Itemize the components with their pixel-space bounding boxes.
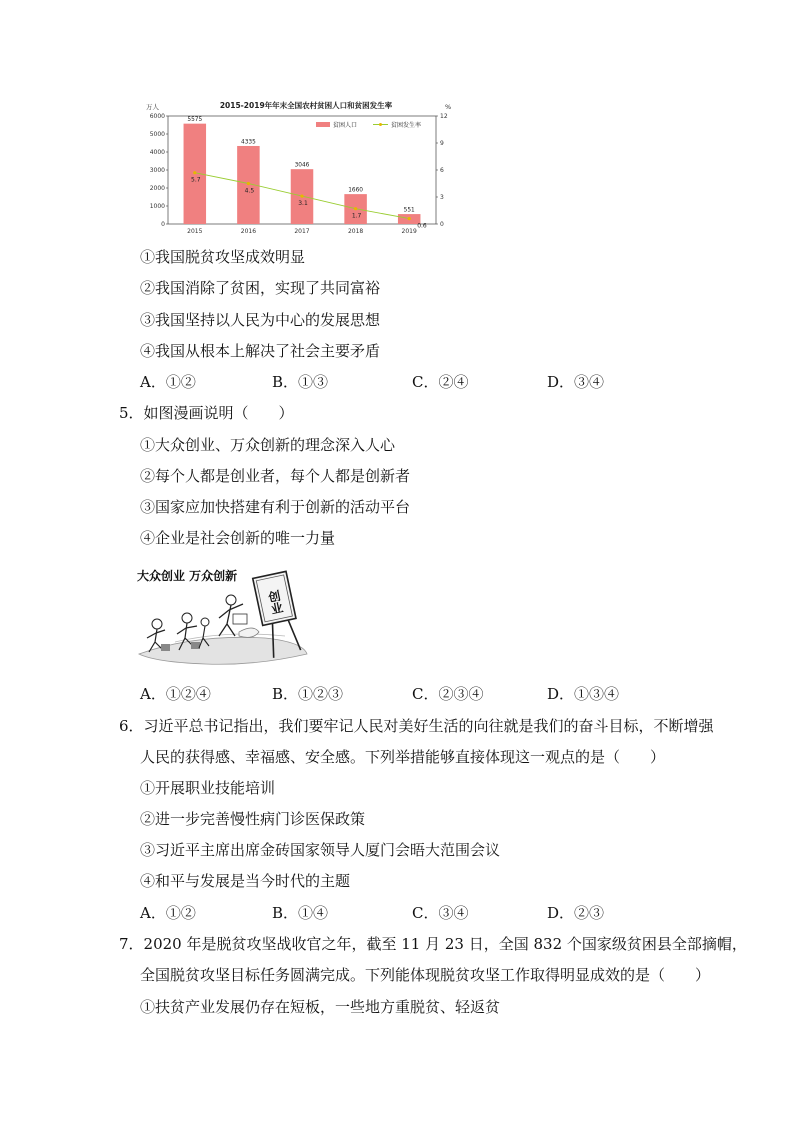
y-right-tick-label: 6 — [440, 167, 444, 174]
legend-swatch-bar — [316, 122, 330, 127]
x-tick-label: 2016 — [240, 228, 257, 235]
cartoon-sign-text: 创业 — [265, 589, 285, 616]
bar-data-label: 3046 — [294, 162, 310, 169]
rate-point-2019 — [408, 217, 411, 220]
rate-data-label: 3.1 — [298, 200, 308, 208]
y-right-tick-label: 3 — [440, 194, 444, 201]
x-tick-label: 2018 — [347, 228, 364, 235]
q6-choices — [140, 903, 680, 923]
q6-stem-line-1: 6．习近平总书记指出，我们要牢记人民对美好生活的向往就是我们的奋斗目标，不断增强 — [119, 717, 714, 735]
q6-option-1: ①开展职业技能培训 — [140, 779, 276, 797]
y-left-tick-label: 3000 — [149, 167, 165, 174]
rate-point-2016 — [247, 182, 250, 185]
q5-option-2: ②每个人都是创业者，每个人都是创新者 — [140, 467, 411, 485]
q5-choices — [140, 684, 680, 704]
q7-stem-line-2: 全国脱贫攻坚目标任务圆满完成。下列能体现脱贫攻坚工作取得明显成效的是（ ） — [140, 966, 711, 984]
legend-swatch-dot — [379, 123, 382, 126]
y-left-unit-label: 万人 — [146, 103, 159, 111]
q5-choice-c[interactable]: C．②③④ — [412, 685, 484, 703]
q4-choice-b[interactable]: B．①③ — [272, 373, 329, 391]
q6-choice-d[interactable]: D．②③ — [547, 904, 605, 922]
y-left-tick-label: 6000 — [149, 113, 165, 120]
poverty-chart — [138, 98, 460, 236]
rate-point-2018 — [354, 207, 357, 210]
q6-choice-b[interactable]: B．①④ — [272, 904, 329, 922]
q4-choice-a[interactable]: A．①② — [140, 373, 196, 391]
q5-choice-d[interactable]: D．①③④ — [547, 685, 620, 703]
y-left-tick-label: 4000 — [149, 149, 165, 156]
cartoon-caption: 大众创业 万众创新 — [137, 569, 238, 583]
rate-data-label: 5.7 — [191, 176, 201, 184]
q4-choice-c[interactable]: C．②④ — [412, 373, 469, 391]
q7-option-1: ①扶贫产业发展仍存在短板，一些地方重脱贫、轻返贫 — [140, 998, 501, 1016]
y-left-tick-label: 2000 — [149, 185, 165, 192]
y-right-tick-label: 0 — [440, 221, 444, 228]
q4-option-4: ④我国从根本上解决了社会主要矛盾 — [140, 342, 381, 360]
q5-choice-a[interactable]: A．①②④ — [140, 685, 211, 703]
q6-option-4: ④和平与发展是当今时代的主题 — [140, 872, 351, 890]
q4-option-1: ①我国脱贫攻坚成效明显 — [140, 248, 306, 266]
q5-stem: 5．如图漫画说明（ ） — [119, 404, 294, 422]
q6-choice-a[interactable]: A．①② — [140, 904, 196, 922]
y-right-tick-label: 9 — [440, 140, 444, 147]
q5-choice-b[interactable]: B．①②③ — [272, 685, 344, 703]
bar-data-label: 4335 — [241, 139, 256, 146]
x-tick-label: 2019 — [401, 228, 417, 235]
y-right-tick-label: 12 — [440, 113, 448, 120]
q5-option-4: ④企业是社会创新的唯一力量 — [140, 529, 336, 547]
rate-point-2015 — [193, 171, 196, 174]
q5-option-1: ①大众创业、万众创新的理念深入人心 — [140, 436, 396, 454]
x-tick-label: 2017 — [294, 228, 310, 235]
y-left-tick-label: 5000 — [149, 131, 165, 138]
bar-data-label: 1660 — [348, 187, 363, 194]
x-tick-label: 2015 — [187, 228, 203, 235]
y-right-unit-label: % — [445, 103, 452, 111]
cartoon-image — [135, 566, 310, 672]
q4-choice-d[interactable]: D．③④ — [547, 373, 605, 391]
y-left-tick-label: 1000 — [149, 203, 165, 210]
bar-data-label: 5575 — [187, 117, 203, 124]
rate-data-label: 4.5 — [244, 187, 255, 195]
q6-choice-c[interactable]: C．③④ — [412, 904, 469, 922]
chart-bars — [184, 117, 421, 224]
q6-option-3: ③习近平主席出席金砖国家领导人厦门会晤大范围会议 — [140, 841, 501, 859]
q4-option-2: ②我国消除了贫困，实现了共同富裕 — [140, 279, 381, 297]
q5-option-3: ③国家应加快搭建有利于创新的活动平台 — [140, 498, 411, 516]
y-left-tick-label: 0 — [161, 221, 165, 228]
rate-data-label: 1.7 — [351, 212, 362, 220]
q7-stem-line-1: 7．2020 年是脱贫攻坚战收官之年，截至 11 月 23 日，全国 832 个国家级贫困县全部摘帽， — [119, 935, 747, 953]
q4-option-3: ③我国坚持以人民为中心的发展思想 — [140, 311, 381, 329]
bar-data-label: 551 — [403, 207, 415, 214]
q6-option-2: ②进一步完善慢性病门诊医保政策 — [140, 810, 366, 828]
q6-stem-line-2: 人民的获得感、幸福感、安全感。下列举措能够直接体现这一观点的是（ ） — [140, 748, 666, 766]
chart-title: 2015-2019年年末全国农村贫困人口和贫困发生率 — [219, 101, 393, 110]
rate-point-2017 — [300, 195, 303, 198]
legend-label-bar: 贫困人口 — [333, 122, 358, 129]
q4-choices — [140, 372, 680, 392]
legend-label-line: 贫困发生率 — [391, 122, 422, 129]
rate-data-label: 0.6 — [417, 222, 427, 230]
